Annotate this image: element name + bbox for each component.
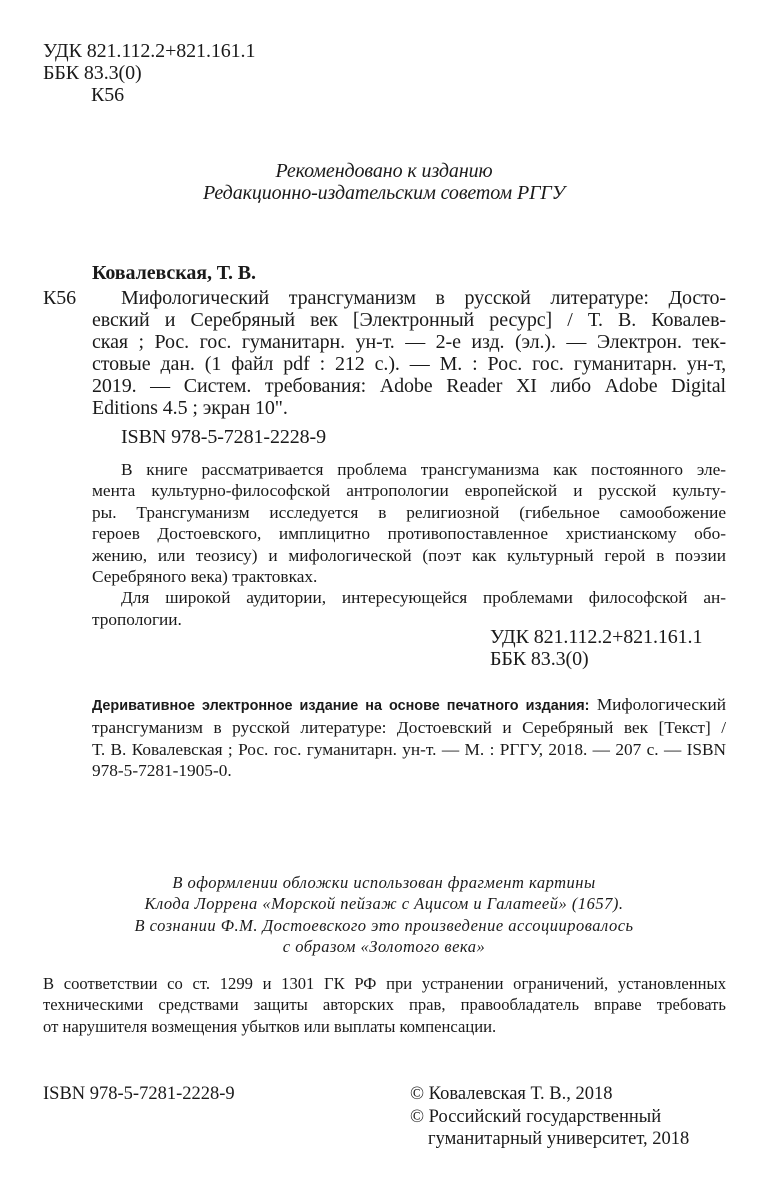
copyright-university-cont: гуманитарный университет, 2018 xyxy=(428,1129,690,1149)
annotation-udk: УДК 821.112.2+821.161.1 xyxy=(490,626,703,648)
footer-isbn-text: ISBN 978-5-7281-2228-9 xyxy=(43,1084,235,1104)
rights-line: от нарушителя возмещения убытков или выплаты компенсации. xyxy=(43,1016,497,1036)
rights-notice xyxy=(43,973,726,1037)
derivative-note xyxy=(92,694,726,782)
classification-block xyxy=(43,40,255,106)
rights-line: техническими средствами защиты авторских прав, правообладатель вправе требовать xyxy=(43,995,726,1015)
bibliographic-isbn xyxy=(121,426,326,448)
bib-line: Editions 4.5 ; экран 10". xyxy=(92,397,288,419)
bib-line: 2019. — Систем. требования: Adobe Reader XI либо Adobe Digital xyxy=(92,375,726,397)
rights-line: В соответствии со ст. 1299 и 1301 ГК РФ при устранении ограничений, установленных xyxy=(43,974,726,993)
annotation-line: тропологии. xyxy=(92,609,182,629)
derivative-line-1 xyxy=(92,694,726,717)
udk-code: УДК 821.112.2+821.161.1 xyxy=(43,40,256,62)
cover-note-line: В оформлении обложки использован фрагмент картины xyxy=(172,873,596,892)
recommendation-line-2: Редакционно-издательским советом РГГУ xyxy=(203,182,565,204)
footer-copyright xyxy=(410,1083,689,1151)
annotation-line: героев Достоевского, имплицитно противопоставленное христианскому обо- xyxy=(92,524,726,544)
author-mark: К56 xyxy=(91,84,125,106)
derivative-line: Т. В. Ковалевская ; Рос. гос. гуманитарн. ун-т. — М. : РГГУ, 2018. — 207 с. — ISBN xyxy=(92,739,726,759)
isbn-text: ISBN 978-5-7281-2228-9 xyxy=(121,426,327,448)
annotation-line: Серебряного века) трактовках. xyxy=(92,567,318,587)
annotation-bbk: ББК 83.3(0) xyxy=(490,648,589,670)
annotation-classification xyxy=(490,626,702,670)
annotation-line: жению, или теозису) и мифологической (поэт как культурный герой в поэзии xyxy=(92,545,726,565)
cover-note-line: В сознании Ф.М. Достоевского это произведение ассоциировалось xyxy=(134,915,634,935)
bibliographic-description xyxy=(92,287,726,419)
annotation-line: ры. Трансгуманизм исследуется в религиозной (гибельное самообожение xyxy=(92,502,726,522)
cover-note-line: с образом «Золотого века» xyxy=(282,937,486,957)
bib-line: евский и Серебряный век [Электронный ресурс] / Т. В. Ковалев- xyxy=(92,309,726,331)
bbk-code: ББК 83.3(0) xyxy=(43,62,142,84)
cover-note xyxy=(60,872,708,958)
copyright-university: © Российский государственный xyxy=(410,1106,662,1127)
bib-line: стовые дан. (1 файл pdf : 212 с.). — М. : Рос. гос. гуманитарн. ун-т, xyxy=(92,353,726,375)
recommendation-line-1: Рекомендовано к изданию xyxy=(275,160,493,182)
footer-isbn xyxy=(43,1083,235,1105)
cover-note-line: Клода Лоррена «Морской пейзаж с Ацисом и Галатеей» (1657). xyxy=(144,894,624,914)
derivative-label: Деривативное электронное издание на основе печатного издания: xyxy=(92,698,590,714)
author-mark-side: К56 xyxy=(43,287,77,309)
annotation-block xyxy=(92,459,726,630)
derivative-line-1-rest: Мифологический xyxy=(589,695,726,714)
derivative-line: трансгуманизм в русской литературе: Достоевский и Серебряный век [Текст] / xyxy=(92,718,726,738)
annotation-line: мента культурно-философской антропологии европейской и русской культу- xyxy=(92,481,726,501)
bib-line: Мифологический трансгуманизм в русской литературе: Досто- xyxy=(121,287,726,309)
author-heading: Ковалевская, Т. В. xyxy=(92,262,256,284)
recommendation-note xyxy=(60,160,708,204)
bib-line: ская ; Рос. гос. гуманитарн. ун-т. — 2-е изд. (эл.). — Электрон. тек- xyxy=(92,331,726,353)
copyright-author: © Ковалевская Т. В., 2018 xyxy=(410,1084,613,1104)
annotation-line: Для широкой аудитории, интересующейся проблемами философской ан- xyxy=(121,588,726,608)
bibliographic-author-heading xyxy=(92,262,256,284)
derivative-line: 978-5-7281-1905-0. xyxy=(92,761,232,781)
annotation-line: В книге рассматривается проблема трансгуманизма как постоянного эле- xyxy=(121,460,726,479)
bibliographic-author-mark xyxy=(43,287,76,309)
